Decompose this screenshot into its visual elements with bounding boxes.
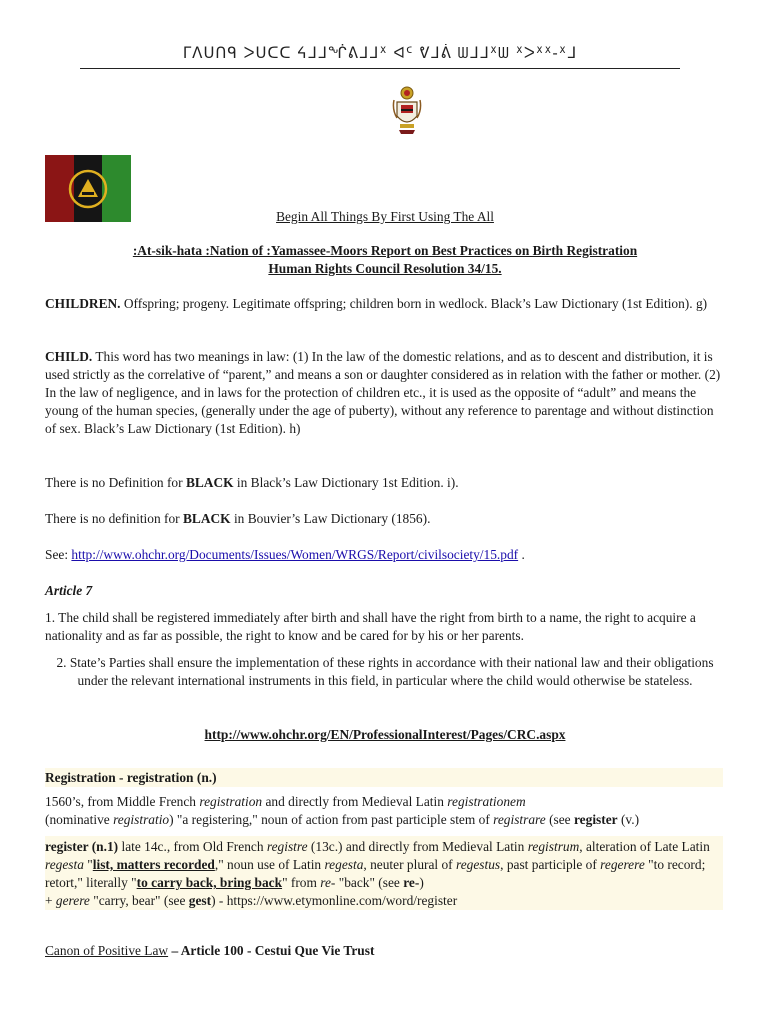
black-law-note xyxy=(45,474,725,492)
article-heading: Article 7 xyxy=(45,583,93,598)
see-reference xyxy=(45,546,725,564)
children-term: CHILDREN. xyxy=(45,296,121,311)
canon-line xyxy=(45,942,725,960)
see-end: . xyxy=(518,547,525,562)
reg2-v: ) xyxy=(419,875,424,890)
emblem-icon xyxy=(392,84,422,136)
reg2-a: register (n.1) xyxy=(45,839,119,854)
canon-label: Canon of Positive Law xyxy=(45,943,169,958)
black-word-1: BLACK xyxy=(185,475,234,490)
reg2-r: " from xyxy=(282,875,321,890)
child-definition xyxy=(45,348,725,438)
reg2-h: " xyxy=(83,857,93,872)
reg1-b: registration xyxy=(199,794,263,809)
reg2-y: "carry, bear" (see xyxy=(89,893,189,908)
reg2-p: "to record; retort," literally " xyxy=(45,857,706,890)
reg2-k: regesta xyxy=(324,857,364,872)
crc-link[interactable]: http://www.ohchr.org/EN/ProfessionalInterest/Pages/CRC.aspx xyxy=(204,727,566,742)
reg2-t: "back" (see xyxy=(335,875,404,890)
reg1-g: ) "a registering," noun of action from past participle stem of xyxy=(169,812,494,827)
reg1-j: register xyxy=(573,812,618,827)
reg2-j: ," noun use of Latin xyxy=(214,857,325,872)
reg2-u: re- xyxy=(403,875,420,890)
ohchr-report-link[interactable]: http://www.ohchr.org/Documents/Issues/Women/WRGS/Report/civilsociety/15.pdf xyxy=(71,547,519,562)
canon-article: – Article 100 - Cestui Que Vie Trust xyxy=(168,943,375,958)
article-paragraph-2: 2. State’s Parties shall ensure the implementation of these rights in accordance with their national law and their obligations under the relevant international instruments in this field, in particular where the child would otherwise be stateless. xyxy=(56,655,714,688)
reg2-f: , alteration of Late Latin xyxy=(579,839,710,854)
reg2-z: gest xyxy=(188,893,212,908)
children-def-text: Offspring; progeny. Legitimate offspring; children born in wedlock. Black’s Law Dictionary (1st Edition). g) xyxy=(120,296,708,311)
reg2-m: regestus xyxy=(456,857,501,872)
child-def-text: This word has two meanings in law: (1) In the law of the domestic relations, and as to descent and distribution, it is used strictly as the correlative of “parent,” and means a son or daughter considered as in relation with the father or mother. (2) In the law of negligence, and in laws for the protection of children etc., it is used as the opposite of “adult” and means the young of the human species, (generally under the age of puberty), without any reference to parentage and without distinction of sex. Black’s Law Dictionary (1st Edition). h) xyxy=(45,349,721,436)
reg2-e: registrum xyxy=(527,839,580,854)
reg2-s: re- xyxy=(320,875,336,890)
reg2-x: gerere xyxy=(55,893,90,908)
reg2-q: to carry back, bring back xyxy=(136,875,283,890)
reg2-d: (13c.) and directly from Medieval Latin xyxy=(307,839,528,854)
reg2-g: regesta xyxy=(45,857,84,872)
reg1-c: and directly from Medieval Latin xyxy=(262,794,448,809)
black2-post: in Bouvier’s Law Dictionary (1856). xyxy=(230,511,431,526)
reg2-zz: ) - https://www.etymonline.com/word/register xyxy=(211,893,458,908)
black2-pre: There is no definition for xyxy=(45,511,183,526)
reg2-n: , past participle of xyxy=(500,857,601,872)
black1-pre: There is no Definition for xyxy=(45,475,186,490)
children-definition xyxy=(45,295,725,313)
reg1-a: 1560’s, from Middle French xyxy=(45,794,200,809)
registration-etymology xyxy=(45,793,725,829)
reg1-i: (see xyxy=(545,812,574,827)
reg1-e: (nominative xyxy=(45,812,114,827)
reg2-l: , neuter plural of xyxy=(363,857,456,872)
reg2-b: late 14c., from Old French xyxy=(118,839,267,854)
child-term: CHILD. xyxy=(45,349,93,364)
reg1-h: registrare xyxy=(493,812,546,827)
reg1-k: (v.) xyxy=(617,812,640,827)
bouvier-note xyxy=(45,510,725,528)
reg2-o: regerere xyxy=(600,857,645,872)
reg2-i: list, matters recorded xyxy=(92,857,215,872)
intro-line: Begin All Things By First Using The All xyxy=(276,209,494,224)
black-word-2: BLACK xyxy=(182,511,231,526)
article-paragraph-1: 1. The child shall be registered immediately after birth and shall have the right from birth to a name, the right to acquire a nationality and as far as possible, the right to know and be cared for by his or her parents. xyxy=(45,610,696,643)
registration-heading: Registration - registration (n.) xyxy=(45,768,723,787)
reg1-f: registratio xyxy=(113,812,170,827)
see-label: See: xyxy=(45,547,72,562)
black1-post: in Black’s Law Dictionary 1st Edition. i). xyxy=(233,475,459,490)
reg2-w: + xyxy=(45,893,56,908)
script-title: ᒥᐱᑌᑎᑫ ᐳᑌᑕᑕ ᔦᒧᒧᖐᕕᒧᒧᕽ ᐊᑦ ᕓᒧᕖ ᗯᒧᒧᕽᗯ ᕽᐳᕽᕽ-ᕽᒧ xyxy=(80,44,680,69)
reg1-d: registrationem xyxy=(447,794,526,809)
register-etymology xyxy=(45,838,725,910)
reg2-c: registre xyxy=(266,839,308,854)
doc-title-line2: Human Rights Council Resolution 34/15. xyxy=(268,261,502,276)
doc-title-line1: :At-sik-hata :Nation of :Yamassee-Moors Report on Best Practices on Birth Registration xyxy=(132,243,638,258)
